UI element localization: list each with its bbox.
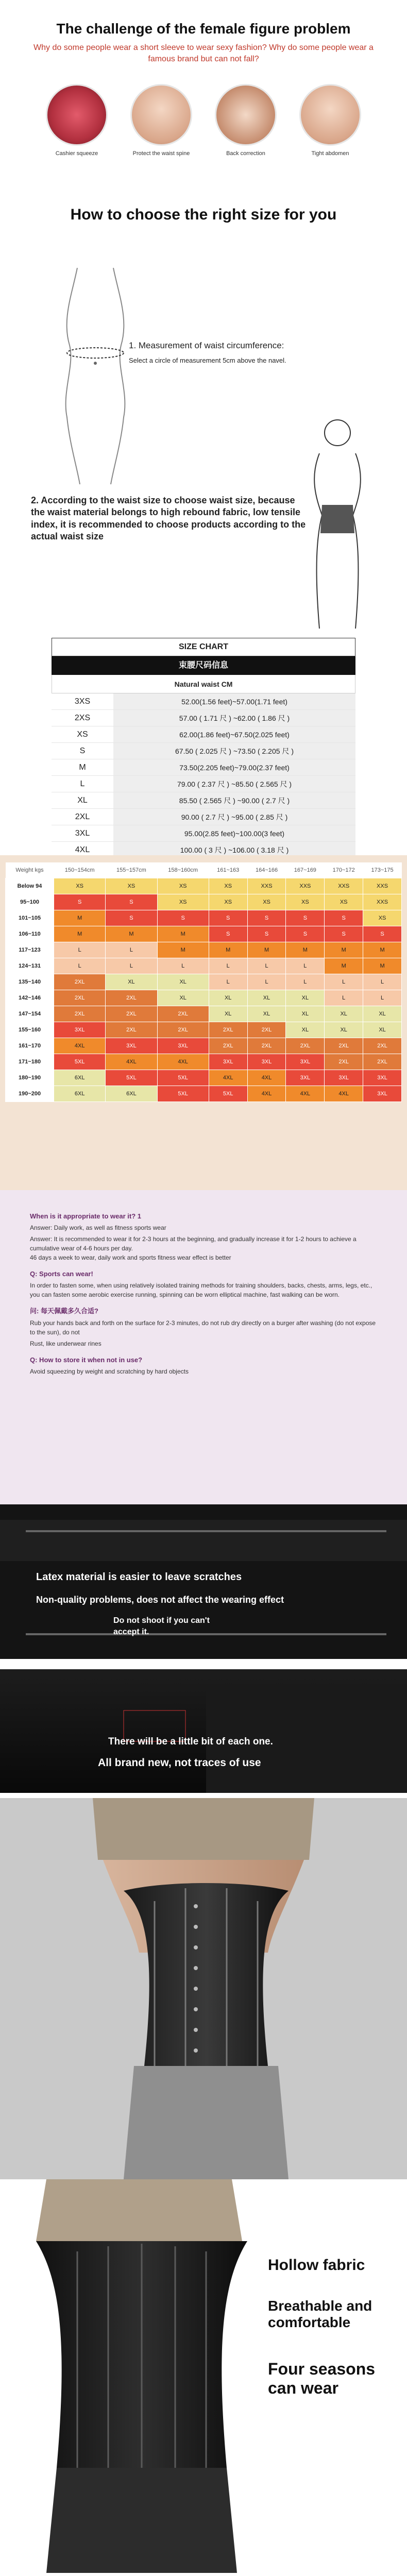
size-cell: S (325, 910, 363, 926)
feature-four-seasons: Four seasons can wear (268, 2360, 376, 2397)
size-cell: L (286, 974, 325, 990)
size-cell: XL (247, 1006, 286, 1022)
size-cell: XS (209, 878, 247, 894)
table-row (6, 1054, 402, 1070)
size-cell: 2XL (247, 1022, 286, 1038)
size-cell: 2XL (209, 1022, 247, 1038)
size-cell: 2XL (54, 990, 106, 1006)
size-label: 2XL (75, 812, 90, 821)
size-cell: 2XL (247, 1038, 286, 1054)
size-cell: 2XL (106, 1022, 157, 1038)
faq-question: 问: 每天佩戴多久合适? (30, 1307, 98, 1315)
size-cell: XL (363, 1006, 402, 1022)
table-row (6, 942, 402, 958)
size-cell: 4XL (209, 1070, 247, 1086)
size-cell: 4XL (54, 1038, 106, 1054)
faq-answer: Rust, like underwear rines (30, 1340, 101, 1347)
table-row (6, 910, 402, 926)
table-row (6, 990, 402, 1006)
size-cell: S (54, 894, 106, 910)
benefit-item (128, 84, 195, 157)
size-cell: XS (247, 894, 286, 910)
benefit-image (299, 84, 361, 146)
step1-title: 1. Measurement of waist circumference: (129, 341, 284, 350)
size-cell: XS (286, 894, 325, 910)
size-cell: 3XL (363, 1086, 402, 1101)
size-cell: XL (157, 974, 209, 990)
size-cell: 3XL (157, 1038, 209, 1054)
size-waist-range: 57.00 ( 1.71 尺 ) ~62.00 ( 1.86 尺 ) (113, 710, 355, 726)
weight-row-header: 142~146 (6, 990, 54, 1006)
size-cell: XL (106, 974, 157, 990)
size-cell: 4XL (106, 1054, 157, 1070)
weight-row-header: 95~100 (6, 894, 54, 910)
scratch-note-photo (0, 1504, 407, 1659)
size-cell: M (157, 942, 209, 958)
scratch-note-line-3: Do not shoot if you can't accept it. (113, 1616, 210, 1637)
size-cell: XL (286, 990, 325, 1006)
model-wearing-corset-image (0, 1798, 407, 2179)
size-cell: M (325, 942, 363, 958)
size-cell: M (54, 910, 106, 926)
size-cell: L (106, 958, 157, 974)
size-cell: XL (325, 1006, 363, 1022)
faq-list (30, 1212, 377, 1376)
feature-breathable: Breathable and comfortable (268, 2298, 372, 2330)
size-cell: L (286, 958, 325, 974)
faq-answer: Avoid squeezing by weight and scratching by hard objects (30, 1367, 189, 1375)
benefit-item (297, 84, 364, 157)
table-row (6, 1022, 402, 1038)
size-waist-range: 52.00(1.56 feet)~57.00(1.71 feet) (113, 693, 355, 709)
size-cell: XL (209, 1006, 247, 1022)
table-row (6, 926, 402, 942)
size-cell: XS (157, 878, 209, 894)
size-cell: 3XL (325, 1070, 363, 1086)
size-cell: M (363, 942, 402, 958)
size-cell: 6XL (54, 1070, 106, 1086)
height-column-header: 170~172 (325, 862, 363, 878)
size-cell: L (363, 974, 402, 990)
body-outline-illustration (41, 263, 144, 484)
table-row (6, 1038, 402, 1054)
weight-row-header: 106~110 (6, 926, 54, 942)
size-label: XS (77, 730, 88, 739)
size-cell: XS (209, 894, 247, 910)
weight-row-header: 117~123 (6, 942, 54, 958)
size-cell: L (325, 974, 363, 990)
size-cell: 4XL (286, 1086, 325, 1101)
weight-row-header: 171~180 (6, 1054, 54, 1070)
size-label: L (80, 779, 85, 788)
table-row (6, 894, 402, 910)
size-cell: 2XL (157, 1006, 209, 1022)
size-chart-row (52, 809, 355, 825)
size-chart-row (52, 726, 355, 743)
weight-row-header: 155~160 (6, 1022, 54, 1038)
size-cell: 4XL (157, 1054, 209, 1070)
table-row (6, 958, 402, 974)
size-cell: XS (106, 878, 157, 894)
size-cell: XL (286, 1022, 325, 1038)
table-row (6, 1006, 402, 1022)
size-cell: S (106, 910, 157, 926)
size-cell: XL (247, 990, 286, 1006)
weight-row-header: 101~105 (6, 910, 54, 926)
benefit-item (212, 84, 279, 157)
size-cell: XL (363, 1022, 402, 1038)
size-waist-range: 79.00 ( 2.37 尺 ) ~85.50 ( 2.565 尺 ) (113, 776, 355, 792)
table-row (6, 878, 402, 894)
size-cell: S (209, 910, 247, 926)
size-cell: XL (325, 1022, 363, 1038)
size-cell: 3XL (286, 1070, 325, 1086)
table-row (6, 1086, 402, 1101)
size-label: M (79, 763, 86, 772)
height-column-header: 155~157cm (106, 862, 157, 878)
howto-section (0, 175, 407, 629)
size-cell: XS (363, 910, 402, 926)
size-cell: S (157, 910, 209, 926)
size-waist-range: 95.00(2.85 feet)~100.00(3 feet) (113, 825, 355, 841)
size-cell: L (209, 974, 247, 990)
faq-question: When is it appropriate to wear it? 1 (30, 1212, 141, 1220)
size-label: XL (77, 796, 88, 805)
size-cell: L (325, 990, 363, 1006)
weight-row-header: 161~170 (6, 1038, 54, 1054)
height-column-header: 167~169 (286, 862, 325, 878)
weight-height-table (5, 862, 402, 1102)
faq-question: Q: How to store it when not in use? (30, 1355, 143, 1364)
size-cell: XXS (363, 894, 402, 910)
size-label: 3XS (74, 697, 91, 706)
size-chart-row (52, 710, 355, 726)
size-cell: XL (209, 990, 247, 1006)
size-cell: S (363, 926, 402, 942)
size-waist-range: 85.50 ( 2.565 尺 ) ~90.00 ( 2.7 尺 ) (113, 792, 355, 808)
size-cell: 2XL (325, 1054, 363, 1070)
size-cell: 3XL (106, 1038, 157, 1054)
size-cell: XS (157, 894, 209, 910)
height-column-header: 158~160cm (157, 862, 209, 878)
step1-note: Select a circle of measurement 5cm above the navel. (129, 356, 286, 364)
size-chart-row (52, 825, 355, 842)
size-cell: S (247, 910, 286, 926)
height-column-header: 161~163 (209, 862, 247, 878)
brand-new-line-1: There will be a little bit of each one. (108, 1736, 273, 1747)
size-label: 2XS (74, 714, 91, 722)
table-row (6, 974, 402, 990)
size-chart-row (52, 842, 355, 855)
size-cell: 2XL (363, 1038, 402, 1054)
size-cell: S (106, 894, 157, 910)
size-cell: 3XL (286, 1054, 325, 1070)
measurement-step-2: 2. According to the waist size to choose waist size, because the waist material belongs to high rebound fabric, low tensile index, it is recommended to choose products according to the actual waist size (31, 495, 306, 542)
benefit-item (43, 84, 110, 157)
size-cell: XS (325, 894, 363, 910)
corset-fabric-image (0, 1669, 407, 1793)
figure-with-corset-illustration (299, 412, 376, 629)
size-cell: 4XL (325, 1086, 363, 1101)
size-cell: 5XL (209, 1086, 247, 1101)
intro-subtitle: Why do some people wear a short sleeve to wear sexy fashion? Why do some people wear a famous brand but can not fall? (33, 43, 374, 63)
benefit-label: Back correction (226, 150, 265, 157)
size-cell: L (106, 942, 157, 958)
size-chart-row (52, 792, 355, 809)
size-chart-column-title: Natural waist CM (52, 675, 355, 693)
size-cell: XXS (363, 878, 402, 894)
table-row (6, 1070, 402, 1086)
size-cell: 5XL (106, 1070, 157, 1086)
model-photo-2 (0, 2179, 407, 2573)
size-cell: 3XL (363, 1070, 402, 1086)
size-cell: S (286, 926, 325, 942)
size-cell: 2XL (106, 990, 157, 1006)
size-cell: M (363, 958, 402, 974)
weight-row-header: 124~131 (6, 958, 54, 974)
size-cell: M (106, 926, 157, 942)
weight-row-header: 180~190 (6, 1070, 54, 1086)
size-cell: 2XL (54, 974, 106, 990)
size-cell: M (54, 926, 106, 942)
table-corner-header: Weight kgs (6, 862, 54, 878)
weight-row-header: 135~140 (6, 974, 54, 990)
benefit-image (215, 84, 277, 146)
size-cell: L (54, 942, 106, 958)
brand-new-line-2: All brand new, not traces of use (98, 1757, 261, 1769)
size-cell: S (247, 926, 286, 942)
weight-row-header: 147~154 (6, 1006, 54, 1022)
size-cell: M (157, 926, 209, 942)
benefit-label: Tight abdomen (311, 150, 349, 157)
height-column-header: 173~175 (363, 862, 402, 878)
measurement-step-1 (129, 340, 286, 365)
size-cell: 3XL (247, 1054, 286, 1070)
benefit-label: Cashier squeeze (55, 150, 98, 157)
size-label: S (79, 747, 86, 755)
size-cell: L (247, 974, 286, 990)
benefit-label: Protect the waist spine (132, 150, 190, 157)
size-cell: 6XL (54, 1086, 106, 1101)
benefit-image (130, 84, 192, 146)
size-cell: 2XL (106, 1006, 157, 1022)
size-cell: XXS (325, 878, 363, 894)
brand-new-photo (0, 1659, 407, 1798)
size-chart-row (52, 759, 355, 776)
size-cell: 2XL (363, 1054, 402, 1070)
model-photo-1 (0, 1798, 407, 2179)
feature-hollow-fabric: Hollow fabric (268, 2257, 365, 2274)
faq-section (0, 1190, 407, 1504)
size-cell: L (157, 958, 209, 974)
size-cell: XXS (247, 878, 286, 894)
size-cell: M (209, 942, 247, 958)
size-cell: 2XL (325, 1038, 363, 1054)
size-cell: L (363, 990, 402, 1006)
size-chart-row (52, 693, 355, 710)
size-cell: XXS (286, 878, 325, 894)
faq-answer: In order to fasten some, when using relatively isolated training methods for training shoulders, backs, chests, arms, legs, etc., you can fasten some aerobic exercise running, spinning can be worn elliptical machine, fast walking can be worn. (30, 1282, 372, 1299)
size-label: 3XL (75, 829, 90, 838)
size-cell: 5XL (157, 1070, 209, 1086)
size-cell: 3XL (54, 1022, 106, 1038)
size-chart-row (52, 776, 355, 792)
size-cell: 2XL (54, 1006, 106, 1022)
faq-answer: Answer: It is recommended to wear it for 2-3 hours at the beginning, and gradually increase it for 1-2 hours to achieve a cumulative wear of 4-6 hours per day. 46 days a week to wear, daily work and sports fitness wear effect is better (30, 1235, 357, 1262)
size-cell: S (325, 926, 363, 942)
size-cell: L (209, 958, 247, 974)
size-chart-section (0, 629, 407, 855)
scratch-note-line-2: Non-quality problems, does not affect the wearing effect (36, 1595, 284, 1605)
size-cell: XS (54, 878, 106, 894)
size-cell: M (325, 958, 363, 974)
faq-answer: Answer: Daily work, as well as fitness sports wear (30, 1224, 166, 1232)
faq-answer: Rub your hands back and forth on the surface for 2-3 minutes, do not rub dry directly on a burger after washing (do not expose to the sun), do not (30, 1319, 376, 1336)
benefit-circles (0, 84, 407, 157)
size-cell: M (286, 942, 325, 958)
weight-height-table-section (0, 855, 407, 1190)
size-cell: S (286, 910, 325, 926)
size-cell: 3XL (209, 1054, 247, 1070)
size-cell: 2XL (286, 1038, 325, 1054)
intro-section (0, 0, 407, 175)
size-waist-range: 67.50 ( 2.025 尺 ) ~73.50 ( 2.205 尺 ) (113, 743, 355, 759)
size-cell: 2XL (209, 1038, 247, 1054)
size-chart-rows (52, 693, 355, 855)
size-cell: L (247, 958, 286, 974)
size-cell: 6XL (106, 1086, 157, 1101)
faq-question: Q: Sports can wear! (30, 1270, 93, 1278)
size-chart-row (52, 743, 355, 759)
size-chart-title: SIZE CHART (52, 638, 355, 656)
size-cell: 4XL (247, 1070, 286, 1086)
intro-title: The challenge of the female figure problem (56, 21, 351, 37)
height-column-header: 150~154cm (54, 862, 106, 878)
size-cell: XL (157, 990, 209, 1006)
size-waist-range: 90.00 ( 2.7 尺 ) ~95.00 ( 2.85 尺 ) (113, 809, 355, 825)
size-label: 4XL (75, 845, 90, 854)
height-column-header: 164~166 (247, 862, 286, 878)
weight-row-header: Below 94 (6, 878, 54, 894)
size-chart-cn-title: 束腰尺码信息 (52, 656, 355, 675)
scratch-note-line-1: Latex material is easier to leave scratches (36, 1571, 242, 1583)
size-cell: M (247, 942, 286, 958)
size-cell: 4XL (247, 1086, 286, 1101)
size-cell: 5XL (54, 1054, 106, 1070)
size-waist-range: 100.00 ( 3 尺 ) ~106.00 ( 3.18 尺 ) (113, 842, 355, 855)
size-cell: L (54, 958, 106, 974)
fabric-texture (0, 1669, 407, 1793)
size-cell: 5XL (157, 1086, 209, 1101)
weight-row-header: 190~200 (6, 1086, 54, 1101)
size-cell: XL (286, 1006, 325, 1022)
benefit-image (46, 84, 108, 146)
howto-title: How to choose the right size for you (70, 206, 337, 223)
size-cell: 2XL (157, 1022, 209, 1038)
size-waist-range: 73.50(2.205 feet)~79.00(2.37 feet) (113, 759, 355, 775)
size-cell: S (209, 926, 247, 942)
size-waist-range: 62.00(1.86 feet)~67.50(2.025 feet) (113, 726, 355, 742)
